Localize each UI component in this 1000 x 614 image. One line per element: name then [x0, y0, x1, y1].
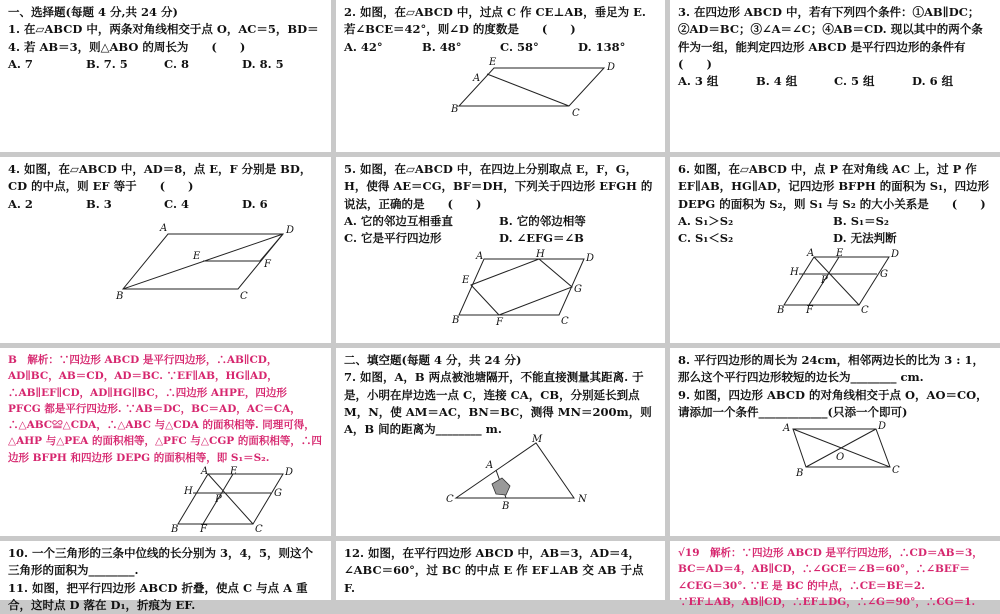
- option-d[interactable]: D. ∠EFG＝∠B: [499, 230, 654, 247]
- option-b[interactable]: B. S₁＝S₂: [833, 213, 988, 230]
- option-a[interactable]: A. 它的邻边互相垂直: [344, 213, 499, 230]
- segment-ce: [487, 74, 569, 106]
- question-3-options: [678, 73, 992, 90]
- figure-q6: [774, 247, 914, 313]
- option-d[interactable]: D. 8. 5: [242, 56, 320, 73]
- label-c: C: [892, 465, 900, 476]
- label-a: A: [485, 460, 493, 471]
- option-a[interactable]: A. 3 组: [678, 73, 756, 90]
- question-4-options: [8, 196, 323, 213]
- figure-q4: [68, 219, 308, 299]
- question-5-options-row2: [344, 230, 657, 247]
- figure-q7: [444, 438, 604, 510]
- label-c: C: [255, 524, 263, 535]
- question-panel-10-11: [0, 541, 331, 600]
- section-header-choice: 一、选择题(每题 4 分,共 24 分): [8, 4, 323, 21]
- label-h: H: [535, 249, 545, 260]
- solution-6-text: B 解析：∵四边形 ABCD 是平行四边形，∴AB∥CD，AD∥BC，AB＝CD，AD＝BC. ∵EF∥AB，HG∥AD，∴AB∥EF∥CD，AD∥HG∥BC，∴四边形 AHPE，四边形 PFCG 都是平行四边形. ∵AB＝DC，BC＝AD，AC＝CA，∴△ABC≌△CDA，∴△ABC 与△CDA 的面积相等. 同理可得，△AHP 与△PEA 的面积相等，△PFC 与△CGP 的面积相等，∴四边形 BFPH 和四边形 DEPG 的面积相等，即 S₁＝S₂.: [8, 352, 323, 466]
- label-f: F: [199, 524, 208, 535]
- option-a[interactable]: A. 7: [8, 56, 86, 73]
- question-9-text: 9. 如图，四边形 ABCD 的对角线相交于点 O，AO＝CO，请添加一个条件____________(只添一个即可): [678, 387, 992, 422]
- figure-q9: [778, 421, 908, 477]
- option-c[interactable]: C. 5 组: [834, 73, 912, 90]
- label-b: B: [451, 315, 459, 326]
- label-a: A: [472, 73, 480, 84]
- label-b: B: [776, 305, 784, 316]
- label-e: E: [461, 275, 470, 286]
- question-6-text: 6. 如图，在▱ABCD 中，点 P 在对角线 AC 上，过 P 作 EF∥AB，HG∥AD，记四边形 BFPH 的面积为 S₁，四边形 DEPG 的面积为 S₂，则 S₁ 与 S₂ 的大小关系是 ( ): [678, 161, 992, 213]
- option-b[interactable]: B. 3: [86, 196, 164, 213]
- pond-shape: [492, 478, 510, 495]
- option-b[interactable]: B. 它的邻边相等: [499, 213, 654, 230]
- question-6-options-row1: [678, 213, 992, 230]
- label-g: G: [574, 284, 582, 295]
- section-header-fill: 二、填空题(每题 4 分，共 24 分): [344, 352, 657, 369]
- label-a: A: [200, 466, 208, 477]
- label-a: A: [475, 251, 483, 262]
- label-e: E: [835, 248, 844, 259]
- question-panel-12: [336, 541, 665, 600]
- label-g: G: [880, 269, 888, 280]
- label-p: P: [820, 275, 828, 286]
- label-m: M: [531, 434, 543, 445]
- label-d: D: [284, 467, 293, 478]
- label-d: D: [890, 249, 899, 260]
- figure-q5: [444, 247, 604, 325]
- option-b[interactable]: B. 4 组: [756, 73, 834, 90]
- label-c: C: [561, 316, 569, 327]
- label-b: B: [115, 291, 123, 302]
- option-d[interactable]: D. 138°: [578, 39, 656, 56]
- question-panel-7: [336, 348, 665, 536]
- option-a[interactable]: A. S₁＞S₂: [678, 213, 833, 230]
- option-c[interactable]: C. 58°: [500, 39, 578, 56]
- parallelogram-abcd: [459, 68, 604, 106]
- label-d: D: [585, 253, 594, 264]
- label-c: C: [572, 108, 580, 119]
- question-7-text: 7. 如图，A，B 两点被池塘隔开，不能直接测量其距离. 于是，小明在岸边选一点 C，连接 CA，CB，分别延长到点 M，N，使 AM＝AC，BN＝BC，测得 MN＝200m，则 A，B 间的距离为________ m.: [344, 369, 657, 438]
- label-e: E: [192, 251, 201, 262]
- label-p: P: [214, 494, 222, 505]
- label-b: B: [795, 468, 803, 479]
- question-11-text: 11. 如图，把平行四边形 ABCD 折叠，使点 C 与点 A 重合，这时点 D 落在 D₁，折痕为 EF.: [8, 580, 323, 614]
- label-e: E: [229, 466, 238, 477]
- option-d[interactable]: D. 6 组: [912, 73, 990, 90]
- label-b: B: [170, 524, 178, 535]
- label-a: A: [782, 423, 790, 434]
- label-c: C: [861, 305, 869, 316]
- label-d: D: [285, 225, 294, 236]
- label-h: H: [183, 486, 193, 497]
- label-d: D: [877, 421, 886, 432]
- option-c[interactable]: C. S₁＜S₂: [678, 230, 833, 247]
- option-c[interactable]: C. 它是平行四边形: [344, 230, 499, 247]
- question-panel-1: [0, 0, 331, 152]
- label-c: C: [240, 291, 248, 302]
- option-b[interactable]: B. 48°: [422, 39, 500, 56]
- question-4-text: 4. 如图，在▱ABCD 中，AD＝8，点 E，F 分别是 BD，CD 的中点，则 EF 等于 ( ): [8, 161, 323, 196]
- question-8-text: 8. 平行四边形的周长为 24cm，相邻两边长的比为 3 : 1，那么这个平行四边形较短的边长为________ cm.: [678, 352, 992, 387]
- question-panel-5: [336, 157, 665, 343]
- question-panel-6: [670, 157, 1000, 343]
- solution-panel-6: [0, 348, 331, 536]
- question-3-text: 3. 在四边形 ABCD 中，若有下列四个条件：①AB∥DC；②AD＝BC；③∠A＝∠C；④AB＝CD. 现以其中的两个条件为一组，能判定四边形 ABCD 是平行四边形的条件有 ( ): [678, 4, 992, 73]
- question-2-options: [344, 39, 657, 56]
- option-a[interactable]: A. 2: [8, 196, 86, 213]
- option-c[interactable]: C. 4: [164, 196, 242, 213]
- label-f: F: [263, 259, 272, 270]
- label-f: F: [805, 305, 814, 316]
- quadrilateral-efgh: [471, 259, 572, 315]
- question-1-text: 1. 在▱ABCD 中，两条对角线相交于点 O，AC＝5，BD＝4. 若 AB＝3，则△ABO 的周长为 ( ): [8, 21, 323, 56]
- label-o: O: [836, 452, 844, 463]
- solution-12-text: √19 解析：∵四边形 ABCD 是平行四边形，∴CD＝AB＝3，BC＝AD＝4，AB∥CD，∴∠GCE＝∠B＝60°，∴∠BEF＝∠CEG＝30°. ∵E 是 BC 的中点，∴CE＝BE＝2. ∵EF⊥AB，AB∥CD，∴EF⊥DG，∴∠G＝90°，∴CG＝1.: [678, 545, 992, 610]
- question-panel-2: [336, 0, 665, 152]
- label-e: E: [488, 57, 497, 68]
- question-panel-4: [0, 157, 331, 343]
- question-10-text: 10. 一个三角形的三条中位线的长分别为 3，4，5，则这个三角形的面积为________.: [8, 545, 323, 580]
- question-panel-3: [670, 0, 1000, 152]
- option-c[interactable]: C. 8: [164, 56, 242, 73]
- label-g: G: [274, 488, 282, 499]
- question-5-options-row1: [344, 213, 657, 230]
- option-d[interactable]: D. 6: [242, 196, 320, 213]
- question-panel-8-9: [670, 348, 1000, 536]
- question-5-text: 5. 如图，在▱ABCD 中，在四边上分别取点 E，F，G，H，使得 AE＝CG，BF＝DH，下列关于四边形 EFGH 的说法，正确的是 ( ): [344, 161, 657, 213]
- label-d: D: [606, 62, 615, 73]
- question-1-options: [8, 56, 323, 73]
- figure-q2: [429, 56, 629, 116]
- label-h: H: [789, 267, 799, 278]
- question-12-text: 12. 如图，在平行四边形 ABCD 中，AB＝3，AD＝4，∠ABC＝60°，过 BC 的中点 E 作 EF⊥AB 交 AB 于点 F.: [344, 545, 657, 597]
- option-d[interactable]: D. 无法判断: [833, 230, 988, 247]
- label-c: C: [446, 494, 454, 505]
- label-a: A: [159, 223, 167, 234]
- triangle-cmn: [456, 443, 574, 498]
- option-b[interactable]: B. 7. 5: [86, 56, 164, 73]
- solution-panel-12: [670, 541, 1000, 600]
- question-2-text: 2. 如图，在▱ABCD 中，过点 C 作 CE⊥AB，垂足为 E. 若∠BCE＝42°，则∠D 的度数是 ( ): [344, 4, 657, 39]
- label-f: F: [495, 317, 504, 328]
- label-a: A: [806, 248, 814, 259]
- label-b: B: [450, 104, 458, 115]
- question-6-options-row2: [678, 230, 992, 247]
- label-n: N: [577, 494, 588, 505]
- option-a[interactable]: A. 42°: [344, 39, 422, 56]
- label-b: B: [501, 501, 509, 512]
- figure-solution-6: [168, 466, 308, 532]
